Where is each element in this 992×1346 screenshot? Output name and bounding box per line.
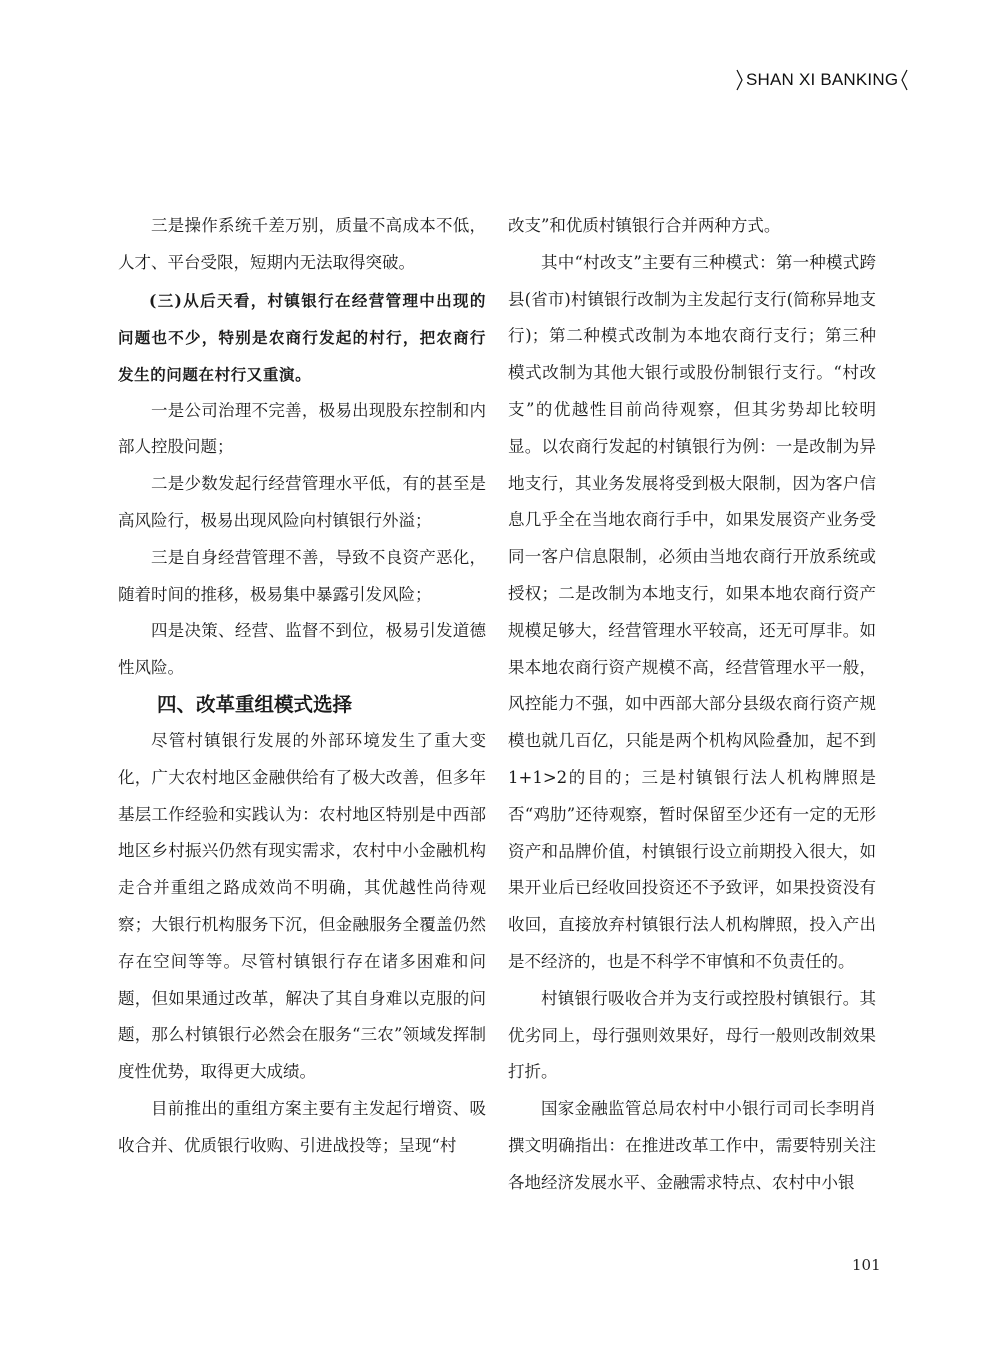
- paragraph: 改支”和优质村镇银行合并两种方式。: [508, 216, 781, 235]
- section-title: 四、改革重组模式选择: [157, 692, 353, 716]
- left-column: [118, 208, 486, 1165]
- paragraph: 村镇银行吸收合并为支行或控股村镇银行。其优劣同上，母行强则效果好，母行一般则改制效果打折。: [508, 988, 876, 1082]
- journal-name: SHAN XI BANKING: [746, 70, 899, 89]
- left-bracket-icon: [736, 69, 743, 91]
- paragraph: 三是自身经营管理不善，导致不良资产恶化，随着时间的推移，极易集中暴露引发风险；: [118, 547, 486, 604]
- paragraph: 一是公司治理不完善，极易出现股东控制和内部人控股问题；: [118, 400, 486, 457]
- paragraph: 三是操作系统千差万别，质量不高成本不低，人才、平台受限，短期内无法取得突破。: [118, 216, 486, 272]
- subheading: (三)从后天看，村镇银行在经营管理中出现的问题也不少，特别是农商行发起的村行，把农商行发生的问题在村行又重演。: [118, 290, 486, 384]
- paragraph: 四是决策、经营、监督不到位，极易引发道德性风险。: [118, 621, 486, 678]
- paragraph: 其中“村改支”主要有三种模式：第一种模式跨县(省市)村镇银行改制为主发起行支行(简称异地支行)；第二种模式改制为本地农商行支行；第三种模式改制为其他大银行或股份制银行支行。“村改支”的优越性目前尚待观察，但其劣势却比较明显。以农商行发起的村镇银行为例：一是改制为异地支行，其业务发展将受到极大限制，因为客户信息几乎全在当地农商行手中，如果发展资产业务受同一客户信息限制，必须由当地农商行开放系统或授权；二是改制为本地支行，如果本地农商行资产规模足够大，经营管理水平较高，还无可厚非。如果本地农商行资产规模不高，经营管理水平一般，风控能力不强，如中西部大部分县级农商行资产规模也就几百亿，只能是两个机构风险叠加，起不到1+1>2的目的；三是村镇银行法人机构牌照是否“鸡肋”还待观察，暂时保留至少还有一定的无形资产和品牌价值，村镇银行设立前期投入很大，如果开业后已经收回投资还不予致评，如果投资没有收回，直接放弃村镇银行法人机构牌照，投入产出是不经济的，也是不科学不审慎和不负责任的。: [508, 252, 876, 971]
- right-column: [508, 208, 876, 1202]
- paragraph: 尽管村镇银行发展的外部环境发生了重大变化，广大农村地区金融供给有了极大改善，但多年基层工作经验和实践认为：农村地区特别是中西部地区乡村振兴仍然有现实需求，农村中小金融机构走合并重组之路成效尚不明确，其优越性尚待观察；大银行机构服务下沉，但金融服务全覆盖仍然存在空间等等。尽管村镇银行存在诸多困难和问题，但如果通过改革，解决了其自身难以克服的问题，那么村镇银行必然会在服务“三农”领域发挥制度性优势，取得更大成绩。: [118, 730, 486, 1082]
- paragraph: 国家金融监管总局农村中小银行司司长李明肖撰文明确指出：在推进改革工作中，需要特别关注各地经济发展水平、金融需求特点、农村中小银: [508, 1099, 876, 1192]
- journal-header-tag: [736, 67, 908, 93]
- paragraph: 二是少数发起行经营管理水平低，有的甚至是高风险行，极易出现风险向村镇银行外溢；: [118, 474, 486, 530]
- right-bracket-icon: [901, 69, 908, 91]
- paragraph: 目前推出的重组方案主要有主发起行增资、吸收合并、优质银行收购、引进战投等；呈现“村: [118, 1098, 486, 1155]
- page-number: 101: [852, 1256, 881, 1274]
